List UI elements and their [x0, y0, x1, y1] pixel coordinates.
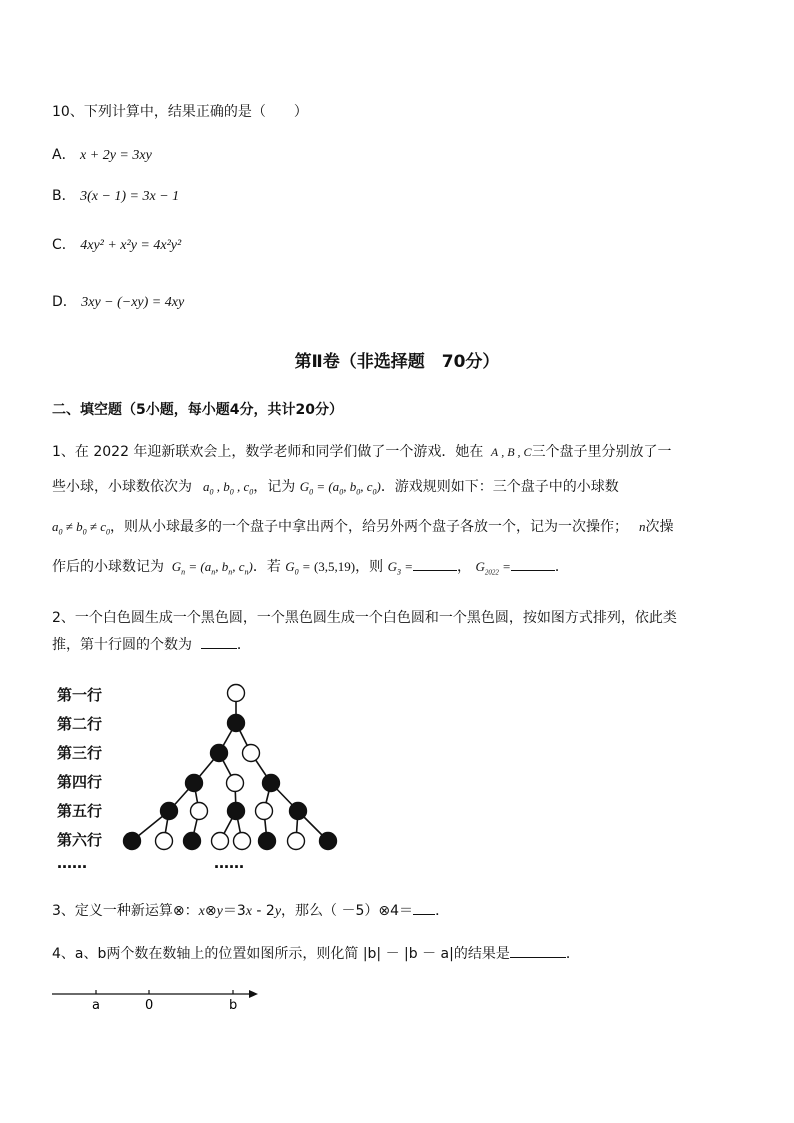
p2-line1: 2、一个白色圆生成一个黑色圆，一个黑色圆生成一个白色圆和一个黑色圆，按如图方式排列，依此类 [52, 610, 677, 626]
p1-line1: 1、在 2022 年迎新联欢会上，数学老师和同学们做了一个游戏．她在 A , B , C三个盘子里分别放了一 [52, 444, 672, 460]
answer-blank[interactable] [413, 914, 435, 915]
q10-option-a[interactable] [52, 144, 152, 164]
p1-line4: 作后的小球数记为 $G_n = (a_n$, $b_n$, $c_n$)．若 $G_0 = (3,5,19)$，则 $G_3$ = ， $G_{2022}$ = ． [52, 559, 569, 577]
label-a: a [92, 998, 100, 1013]
p1-text: 作后的小球数记为 [52, 559, 164, 575]
white-circle [156, 833, 173, 850]
option-label: A． [52, 147, 76, 163]
p4-text: ． [565, 946, 580, 962]
dots-left: …… [57, 854, 87, 872]
option-expr: 3xy − (−xy) = 4xy [81, 295, 185, 310]
part2-title: 第Ⅱ卷（非选择题 70分） [294, 352, 500, 372]
p1-line2: 些小球，小球数依次为 $a_0$ , $b_0$ , $c_0$，记为 $G_0 = (a_0$, $b_0$, $c_0$)．游戏规则如下：三个盘子中的小球数 [52, 479, 619, 497]
p1-text: ，则 [355, 559, 384, 575]
p1-line3: $a_0 \ne b_0 \ne c_0$，则从小球最多的一个盘子中拿出两个，给另外两个盘子各放一个，记为一次操作； n次操 [52, 519, 674, 537]
arrow-head-icon [249, 990, 258, 998]
answer-blank[interactable] [201, 648, 237, 649]
black-circle [320, 833, 337, 850]
section2-heading: 二、填空题（5小题，每小题4分，共计20分） [52, 402, 343, 418]
p3-text: ，那么（ －5） [281, 903, 379, 919]
p4-line [52, 943, 580, 963]
black-circle [186, 775, 203, 792]
black-circle [228, 715, 245, 732]
p3-text: ． [435, 903, 450, 919]
p3-text: 3、定义一种新运算 [52, 903, 173, 919]
white-circle [234, 833, 251, 850]
label-zero: 0 [145, 998, 154, 1013]
p1-text: 些小球，小球数依次为 [52, 479, 192, 495]
white-circle [212, 833, 229, 850]
p1-text: ，则从小球最多的一个盘子中拿出两个，给另外两个盘子各放一个，记为一次操作； [110, 519, 629, 535]
answer-blank[interactable] [511, 570, 555, 571]
white-circle [256, 803, 273, 820]
p1-text: ．若 [252, 559, 281, 575]
p2-line2 [52, 634, 251, 654]
white-circle [288, 833, 305, 850]
black-circle [161, 803, 178, 820]
p3-text: 4＝ [390, 903, 414, 919]
dots-right: …… [214, 854, 244, 872]
option-label: B． [52, 188, 76, 204]
option-label: D． [52, 294, 77, 310]
q10-option-d[interactable] [52, 291, 184, 311]
circle-tree-figure [0, 675, 794, 875]
p1-text: 1、在 2022 年迎新联欢会上，数学老师和同学们做了一个游戏．她在 [52, 444, 484, 460]
p3-text: ： [184, 903, 199, 919]
black-circle [124, 833, 141, 850]
otimes-symbol: ⊗ [172, 903, 185, 919]
black-circle [211, 745, 228, 762]
white-circle [191, 803, 208, 820]
p1-text: ． [554, 559, 569, 575]
row-label: 第二行 [57, 715, 103, 733]
answer-blank[interactable] [510, 957, 566, 958]
black-circle [290, 803, 307, 820]
black-circle [228, 803, 245, 820]
p4-text: 4、a、b两个数在数轴上的位置如图所示，则化简 |b| － |b － a|的结果是 [52, 946, 510, 962]
q10-option-c[interactable] [52, 234, 181, 254]
p2-text: ． [236, 637, 251, 653]
row-label: 第三行 [57, 744, 103, 762]
row-label: 第六行 [57, 831, 103, 849]
q10-option-b[interactable] [52, 185, 179, 205]
option-expr: 4xy² + x²y = 4x²y² [80, 238, 182, 253]
white-circle [228, 685, 245, 702]
row-label: 第四行 [57, 773, 103, 791]
p3-line: 3、定义一种新运算⊗：x⊗y＝3x - 2y，那么（ －5）⊗4＝ ． [52, 903, 450, 919]
row-label: 第一行 [57, 686, 103, 704]
p1-text: ， [457, 559, 471, 575]
black-circle [263, 775, 280, 792]
black-circle [184, 833, 201, 850]
p1-text: ，记为 [253, 479, 296, 495]
black-circle [259, 833, 276, 850]
option-label: C． [52, 237, 76, 253]
p2-text: 推，第十行圆的个数为 [52, 637, 192, 653]
q10-stem: 10、下列计算中，结果正确的是（ ） [52, 104, 308, 120]
white-circle [243, 745, 260, 762]
number-line [0, 982, 794, 1014]
answer-blank[interactable] [413, 570, 457, 571]
p1-text: 次操 [645, 519, 674, 535]
row-label: 第五行 [57, 802, 103, 820]
label-b: b [229, 998, 238, 1013]
p1-text: 三个盘子里分别放了一 [531, 444, 672, 460]
p1-text: ．游戏规则如下：三个盘子中的小球数 [380, 479, 619, 495]
white-circle [227, 775, 244, 792]
option-expr: x + 2y = 3xy [80, 148, 152, 163]
option-expr: 3(x − 1) = 3x − 1 [80, 189, 180, 204]
